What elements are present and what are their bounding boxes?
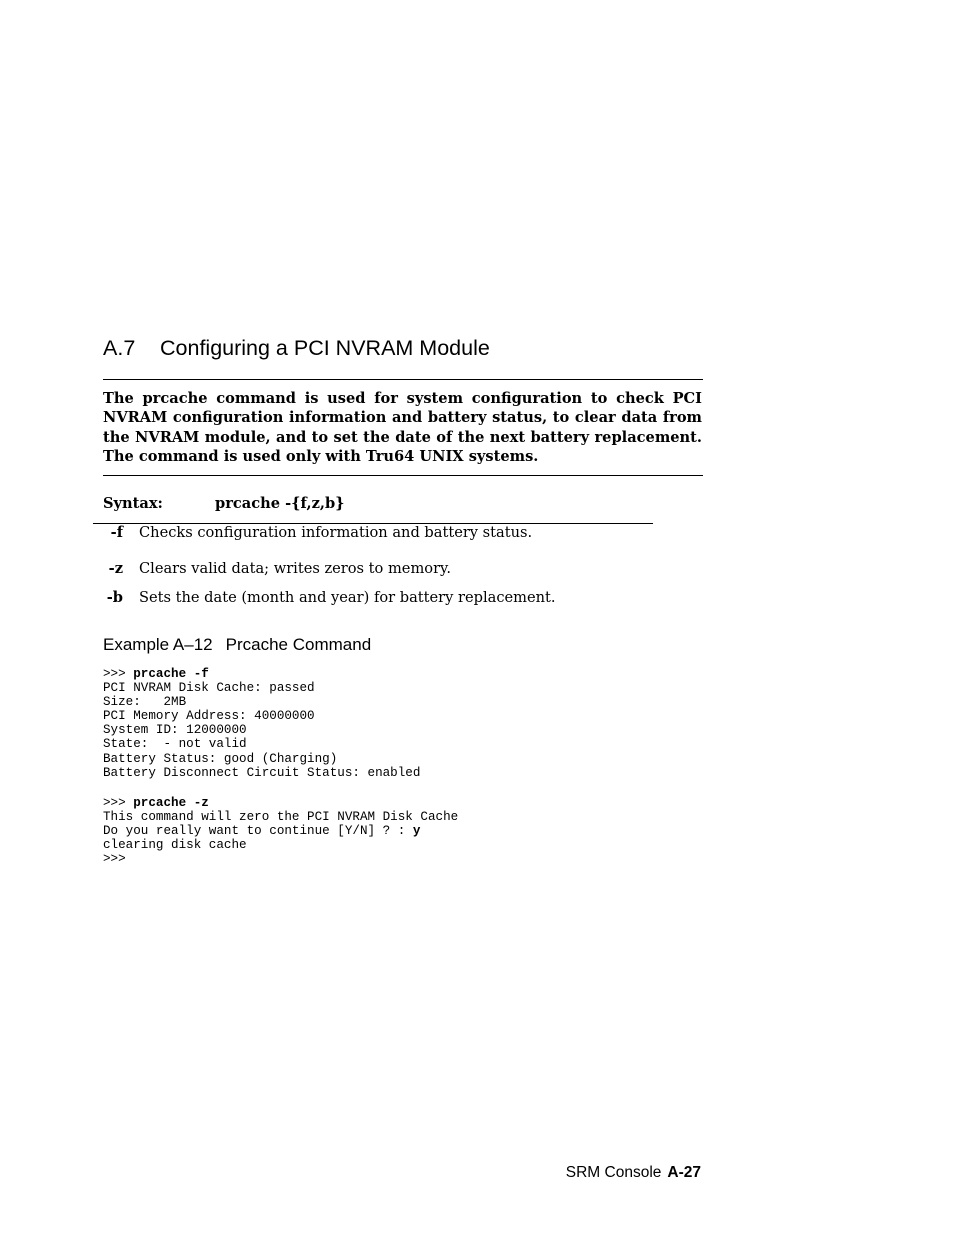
console-output: Size: 2MB (103, 695, 187, 710)
page-number: A-27 (667, 1164, 701, 1181)
section-title: Configuring a PCI NVRAM Module (160, 336, 490, 360)
console-command: prcache -f (133, 667, 209, 681)
section-heading (103, 336, 490, 361)
option-flag-z: -z (108, 560, 123, 577)
console-output: State: - not valid (103, 737, 247, 752)
console-prompt: >>> (103, 852, 126, 867)
console-output: PCI Memory Address: 40000000 (103, 709, 315, 724)
option-flag-b: -b (106, 589, 123, 606)
option-desc-b: Sets the date (month and year) for battery replacement. (139, 589, 556, 606)
console-output: System ID: 12000000 (103, 723, 247, 738)
intro-line: the NVRAM module, and to set the date of the next battery replacement. (103, 428, 702, 446)
intro-line: The prcache command is used for system configuration to check PCI (103, 390, 702, 407)
option-flag-f: -f (110, 524, 123, 541)
intro-paragraph (103, 389, 702, 466)
option-desc-z: Clears valid data; writes zeros to memory. (139, 560, 451, 577)
intro-bottom-rule (103, 475, 703, 476)
console-command: prcache -z (133, 796, 209, 810)
console-output: This command will zero the PCI NVRAM Disk Cache (103, 810, 459, 825)
console-prompt: >>> (103, 667, 134, 681)
example-heading (103, 635, 371, 655)
section-number: A.7 (103, 336, 136, 360)
option-desc-f: Checks configuration information and battery status. (139, 524, 533, 541)
console-question: Do you really want to continue [Y/N] ? : (103, 824, 413, 839)
page-footer (566, 1164, 701, 1182)
code-block-1 (103, 667, 420, 780)
intro-line: NVRAM configuration information and battery status, to clear data from (103, 409, 702, 427)
example-label: Example A–12 (103, 635, 213, 654)
code-block-2 (103, 796, 458, 866)
console-output: Battery Disconnect Circuit Status: enabled (103, 765, 421, 780)
console-answer: y (412, 824, 421, 839)
footer-section: SRM Console (565, 1164, 662, 1181)
console-output: PCI NVRAM Disk Cache: passed (103, 681, 315, 696)
syntax-value: prcache -{f,z,b} (215, 495, 345, 512)
console-output: Battery Status: good (Charging) (103, 751, 338, 766)
console-prompt: >>> (103, 796, 134, 810)
top-rule (103, 379, 703, 380)
example-title: Prcache Command (225, 635, 372, 654)
syntax-label: Syntax: (103, 495, 163, 512)
console-output: clearing disk cache (103, 838, 247, 853)
intro-line: The command is used only with Tru64 UNIX systems. (103, 447, 539, 465)
